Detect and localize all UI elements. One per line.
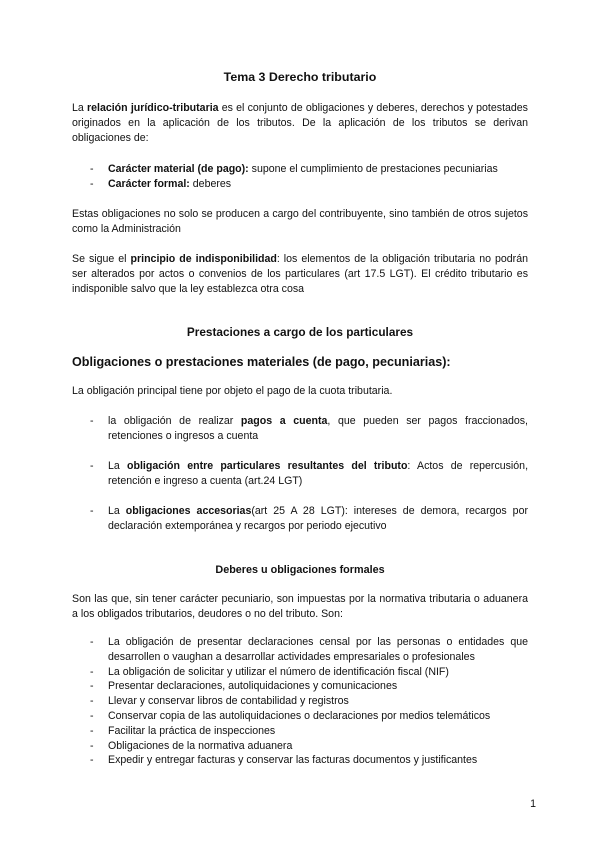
bullet: - <box>90 754 94 767</box>
paragraph-2: Estas obligaciones no solo se producen a cargo del contribuyente, sino también de otros sujetos como la Administración <box>72 208 528 235</box>
bullet: - <box>90 665 94 678</box>
bullet: - <box>90 724 94 737</box>
list-item <box>90 177 528 192</box>
list-item <box>90 635 528 665</box>
bullet: - <box>90 695 94 708</box>
list-item <box>90 753 528 768</box>
item-text: Conservar copia de las autoliquidaciones o declaraciones por medios telemáticos <box>108 709 491 722</box>
formal-obligations-list <box>90 635 528 768</box>
list-item <box>90 665 528 680</box>
p3-text-bold: principio de indisponibilidad <box>130 253 277 265</box>
material-heading: Obligaciones o prestaciones materiales (de pago, pecuniarias): <box>72 355 451 369</box>
bullet: - <box>90 680 94 693</box>
list-item <box>90 739 528 754</box>
intro-paragraph <box>72 101 528 146</box>
list-item <box>90 694 528 709</box>
type-label: Carácter material (de pago): <box>108 163 249 175</box>
item-text: Obligaciones de la normativa aduanera <box>108 739 293 752</box>
p3-text-a: Se sigue el <box>72 253 131 265</box>
item-bold: obligaciones accesorias <box>125 505 252 517</box>
item-text: , que pueden ser pagos fraccionados, retenciones o ingresos a cuenta <box>108 415 529 442</box>
type-label: Carácter formal: <box>108 178 190 190</box>
intro-text-a: La <box>72 102 87 114</box>
item-text: Facilitar la práctica de inspecciones <box>108 724 276 737</box>
item-text: La obligación de presentar declaraciones censal por las personas o entidades que desarrollen o vaughan a desarrollar actividades empresariales o profesionales <box>108 636 528 663</box>
bullet: - <box>90 505 94 517</box>
obligation-types-list <box>90 162 528 192</box>
formal-heading: Deberes u obligaciones formales <box>215 564 385 576</box>
paragraph-3 <box>72 252 528 297</box>
material-intro: La obligación principal tiene por objeto el pago de la cuota tributaria. <box>72 385 393 397</box>
item-text: (art 25 A 28 LGT): intereses de demora, recargos por declaración extemporánea y recargos por periodo ejecutivo <box>108 505 528 532</box>
item-text: la obligación de realizar <box>108 415 241 427</box>
formal-intro: Son las que, sin tener carácter pecuniario, son impuestas por la normativa tributaria o aduanera a los obligados tributarios, deudores o no del tributo. Son: <box>72 593 528 620</box>
intro-text-bold: relación jurídico-tributaria <box>87 102 219 114</box>
list-item <box>90 679 528 694</box>
intro-text-c: es el conjunto de obligaciones y deberes, derechos y potestades originados en la aplicación de los tributos. De la aplicación de los tributos se derivan obligaciones de: <box>72 102 528 144</box>
bullet: - <box>90 709 94 722</box>
item-text: La obligación de solicitar y utilizar el número de identificación fiscal (NIF) <box>108 665 449 678</box>
bullet: - <box>90 636 94 648</box>
item-text: : Actos de repercusión, retención e ingreso a cuenta (art.24 LGT) <box>108 460 529 487</box>
material-obligations-list <box>90 414 529 549</box>
p3-text-c: : los elementos de la obligación tributaria no podrán ser alterados por actos o convenios de los particulares (art 17.5 LGT). El crédito tributario es indisponible salvo que la ley establezca otra cosa <box>72 253 528 295</box>
item-text: La <box>108 460 128 472</box>
bullet: - <box>90 178 94 190</box>
item-text: Expedir y entregar facturas y conservar las facturas documentos y justificantes <box>108 754 478 767</box>
bullet: - <box>90 460 94 472</box>
item-text: Llevar y conservar libros de contabilidad y registros <box>108 695 349 708</box>
list-item <box>90 162 528 177</box>
type-text: supone el cumplimiento de prestaciones pecuniarias <box>248 163 498 175</box>
list-item <box>90 459 529 489</box>
list-item <box>90 709 528 724</box>
item-text: Presentar declaraciones, autoliquidaciones y comunicaciones <box>108 680 398 693</box>
item-bold: pagos a cuenta <box>240 415 328 427</box>
type-text: deberes <box>189 178 232 190</box>
bullet: - <box>90 415 94 427</box>
section-title: Prestaciones a cargo de los particulares <box>186 325 414 339</box>
item-text: La <box>108 505 126 517</box>
bullet: - <box>90 739 94 752</box>
page-title: Tema 3 Derecho tributario <box>223 70 377 84</box>
item-bold: obligación entre particulares resultantes del tributo <box>127 460 408 472</box>
list-item <box>90 414 529 444</box>
list-item <box>90 724 528 739</box>
page-number: 1 <box>530 798 536 810</box>
bullet: - <box>90 163 94 175</box>
list-item <box>90 504 528 534</box>
